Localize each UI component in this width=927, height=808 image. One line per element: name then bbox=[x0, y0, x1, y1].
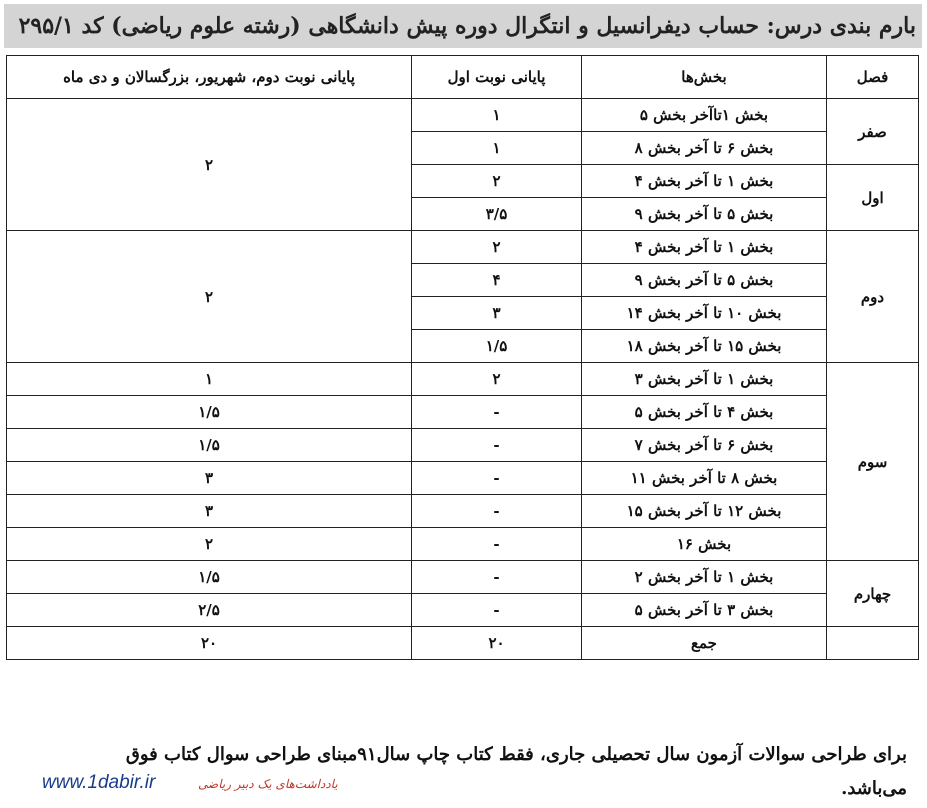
second-term-cell: ۳ bbox=[7, 462, 412, 495]
page-title-text: بارم بندی درس: حساب دیفرانسیل و انتگرال دوره پیش دانشگاهی (رشته علوم ریاضی) کد ۲۹۵/۱ bbox=[18, 13, 916, 39]
table-row bbox=[7, 462, 919, 495]
footer-note bbox=[27, 738, 907, 806]
footer-line-1: برای طراحی سوالات آزمون سال تحصیلی جاری، فقط کتاب چاپ سال۹۱مبنای طراحی سوال کتاب فوق bbox=[125, 744, 907, 765]
watermark-site: www.1dabir.ir bbox=[42, 772, 156, 793]
chapter-cell: صفر bbox=[827, 99, 919, 165]
first-term-cell: ۴ bbox=[412, 264, 582, 297]
first-term-cell: ۲ bbox=[412, 363, 582, 396]
total-row bbox=[7, 627, 919, 660]
section-cell: بخش ۱۲ تا آخر بخش ۱۵ bbox=[582, 495, 827, 528]
section-cell: بخش ۱ تا آخر بخش ۴ bbox=[582, 231, 827, 264]
first-term-cell: - bbox=[412, 561, 582, 594]
section-cell: بخش ۶ تا آخر بخش ۸ bbox=[582, 132, 827, 165]
first-term-cell: ۱/۵ bbox=[412, 330, 582, 363]
second-term-cell: ۲ bbox=[7, 231, 412, 363]
table-row bbox=[7, 363, 919, 396]
second-term-cell: ۲/۵ bbox=[7, 594, 412, 627]
second-term-cell: ۲ bbox=[7, 528, 412, 561]
chapter-cell: دوم bbox=[827, 231, 919, 363]
section-cell: بخش ۵ تا آخر بخش ۹ bbox=[582, 264, 827, 297]
header-second-term: پایانی نوبت دوم، شهریور، بزرگسالان و دی ماه bbox=[7, 56, 412, 99]
total-label: جمع bbox=[582, 627, 827, 660]
first-term-cell: - bbox=[412, 528, 582, 561]
score-distribution-table bbox=[6, 55, 919, 660]
table-row bbox=[7, 429, 919, 462]
table-header-row bbox=[7, 56, 919, 99]
table-body bbox=[7, 99, 919, 660]
footer-line-2: می‌باشد. bbox=[841, 778, 907, 799]
section-cell: بخش ۸ تا آخر بخش ۱۱ bbox=[582, 462, 827, 495]
first-term-cell: - bbox=[412, 396, 582, 429]
page-title bbox=[4, 4, 922, 48]
first-term-cell: ۳ bbox=[412, 297, 582, 330]
total-empty-cell bbox=[827, 627, 919, 660]
total-second-term: ۲۰ bbox=[7, 627, 412, 660]
first-term-cell: ۱ bbox=[412, 99, 582, 132]
first-term-cell: ۱ bbox=[412, 132, 582, 165]
section-cell: بخش ۵ تا آخر بخش ۹ bbox=[582, 198, 827, 231]
watermark-caption: یادداشت‌های یک دبیر ریاضی bbox=[198, 777, 338, 791]
second-term-cell: ۱/۵ bbox=[7, 561, 412, 594]
first-term-cell: - bbox=[412, 495, 582, 528]
header-sections: بخش‌ها bbox=[582, 56, 827, 99]
first-term-cell: ۲ bbox=[412, 165, 582, 198]
section-cell: بخش ۱ تا آخر بخش ۳ bbox=[582, 363, 827, 396]
first-term-cell: ۳/۵ bbox=[412, 198, 582, 231]
second-term-cell: ۱/۵ bbox=[7, 396, 412, 429]
section-cell: بخش ۱ تا آخر بخش ۲ bbox=[582, 561, 827, 594]
section-cell: بخش ۱ تا آخر بخش ۴ bbox=[582, 165, 827, 198]
first-term-cell: - bbox=[412, 462, 582, 495]
first-term-cell: ۲ bbox=[412, 231, 582, 264]
first-term-cell: - bbox=[412, 429, 582, 462]
section-cell: بخش ۱تاآخر بخش ۵ bbox=[582, 99, 827, 132]
table-row bbox=[7, 561, 919, 594]
section-cell: بخش ۱۵ تا آخر بخش ۱۸ bbox=[582, 330, 827, 363]
table-row bbox=[7, 594, 919, 627]
chapter-cell: چهارم bbox=[827, 561, 919, 627]
second-term-cell: ۱ bbox=[7, 363, 412, 396]
second-term-cell: ۱/۵ bbox=[7, 429, 412, 462]
section-cell: بخش ۱۶ bbox=[582, 528, 827, 561]
chapter-cell: سوم bbox=[827, 363, 919, 561]
header-chapter: فصل bbox=[827, 56, 919, 99]
section-cell: بخش ۴ تا آخر بخش ۵ bbox=[582, 396, 827, 429]
second-term-cell: ۲ bbox=[7, 99, 412, 231]
first-term-cell: - bbox=[412, 594, 582, 627]
section-cell: بخش ۶ تا آخر بخش ۷ bbox=[582, 429, 827, 462]
table-row bbox=[7, 495, 919, 528]
chapter-cell: اول bbox=[827, 165, 919, 231]
table-row bbox=[7, 231, 919, 264]
table-row bbox=[7, 528, 919, 561]
table-row bbox=[7, 99, 919, 132]
section-cell: بخش ۱۰ تا آخر بخش ۱۴ bbox=[582, 297, 827, 330]
header-first-term: پایانی نوبت اول bbox=[412, 56, 582, 99]
total-first-term: ۲۰ bbox=[412, 627, 582, 660]
table-row bbox=[7, 396, 919, 429]
second-term-cell: ۳ bbox=[7, 495, 412, 528]
section-cell: بخش ۳ تا آخر بخش ۵ bbox=[582, 594, 827, 627]
